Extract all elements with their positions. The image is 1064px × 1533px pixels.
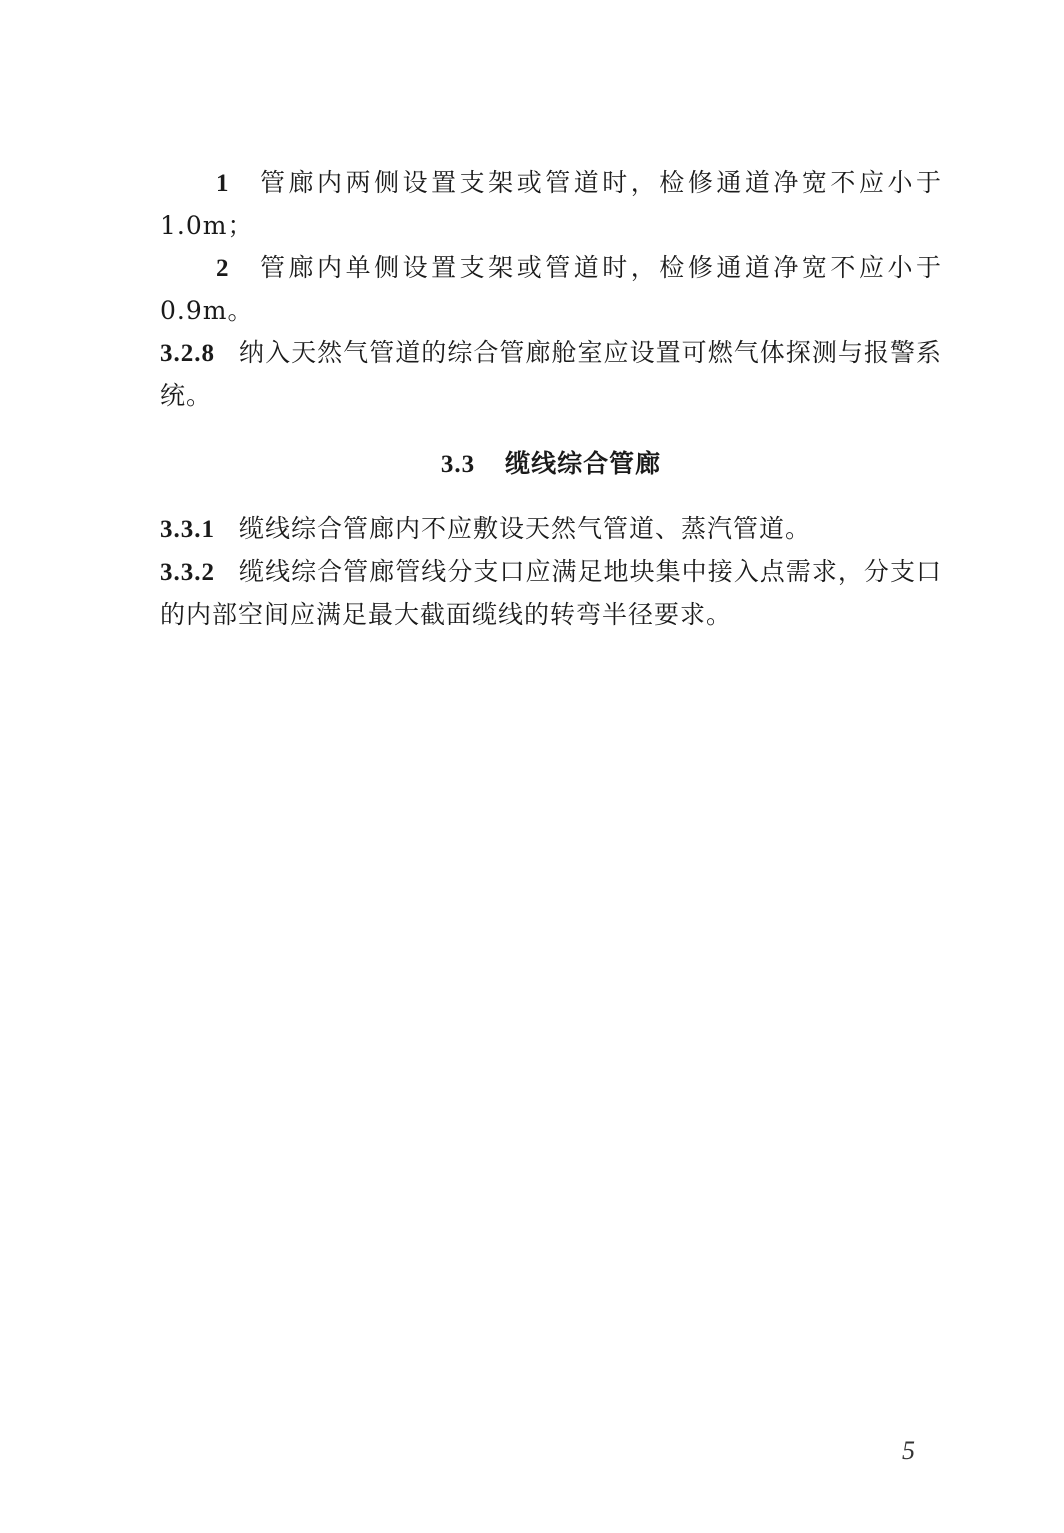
item-text: 管廊内单侧设置支架或管道时，检修通道净宽不应小于 0.9m。 [160,253,942,325]
page-number: 5 [902,1436,915,1465]
clause-3-2-8 [160,332,942,417]
clause-3-3-1 [160,508,942,551]
page-content [160,162,942,636]
clause-3-3-2 [160,551,942,636]
clause-number: 3.2.8 [160,340,215,367]
list-item-1 [160,162,942,247]
section-heading [160,443,942,486]
clause-number: 3.3.2 [160,559,215,586]
item-number: 2 [216,255,230,282]
clause-number: 3.3.1 [160,516,215,543]
list-item-2 [160,247,942,332]
clause-text: 缆线综合管廊内不应敷设天然气管道、蒸汽管道。 [239,514,812,543]
section-title: 缆线综合管廊 [505,449,662,478]
clause-text: 纳入天然气管道的综合管廊舱室应设置可燃气体探测与报警系统。 [160,338,942,410]
section-number: 3.3 [440,451,476,478]
item-text: 管廊内两侧设置支架或管道时，检修通道净宽不应小于 1.0m； [160,168,942,240]
item-number: 1 [216,170,230,197]
clause-text: 缆线综合管廊管线分支口应满足地块集中接入点需求，分支口的内部空间应满足最大截面缆线的转弯半径要求。 [160,557,942,629]
